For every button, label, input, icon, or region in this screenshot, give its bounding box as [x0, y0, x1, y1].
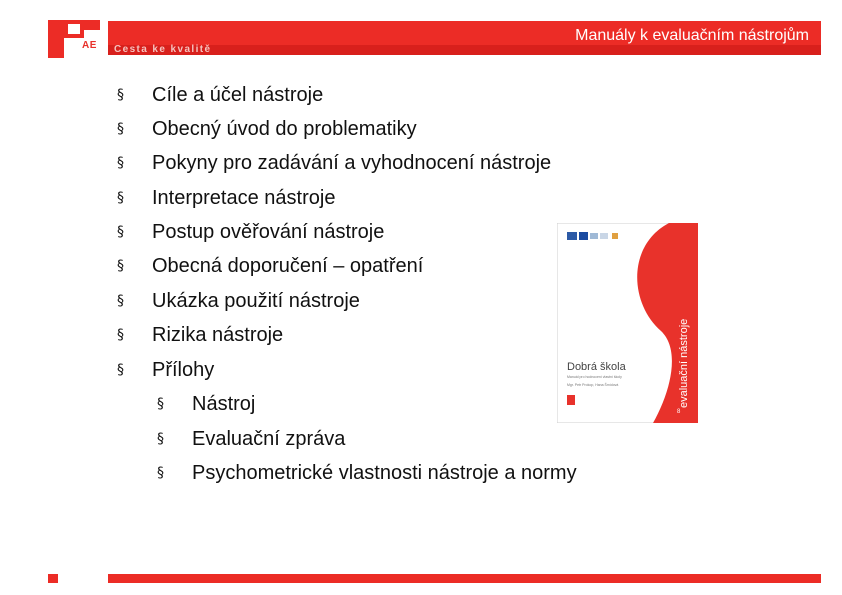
list-item: Přílohy: [152, 359, 215, 381]
book-cover-image: [557, 223, 698, 423]
book-publisher-logo-icon: [567, 395, 575, 405]
list-item: Pokyny pro zadávání a vyhodnocení nástroje: [152, 152, 552, 174]
bullet-marker: §: [117, 362, 124, 378]
list-item: Interpretace nástroje: [152, 187, 336, 209]
list-item: Obecný úvod do problematiky: [152, 118, 417, 140]
list-item: Nástroj: [192, 393, 256, 415]
bullet-marker: §: [117, 155, 124, 171]
bullet-marker: §: [117, 258, 124, 274]
bullet-marker: §: [117, 87, 124, 103]
logo-mark-icon: [48, 20, 100, 58]
list-item: Obecná doporučení – opatření: [152, 255, 424, 277]
bullet-marker: §: [117, 190, 124, 206]
list-item: Cíle a účel nástroje: [152, 84, 324, 106]
header-bar: [108, 21, 821, 55]
list-item: Evaluační zpráva: [192, 428, 346, 450]
book-number: 8: [677, 409, 681, 415]
book-spine-title: evaluační nástroje: [678, 318, 690, 408]
header-bar-lower: [108, 45, 821, 55]
bullet-marker: §: [117, 224, 124, 240]
footer-bar: [108, 574, 821, 583]
bullet-marker: §: [157, 431, 164, 447]
list-item: Postup ověřování nástroje: [152, 221, 385, 243]
list-item: Ukázka použití nástroje: [152, 290, 360, 312]
logo: [48, 20, 100, 58]
bullet-marker: §: [117, 327, 124, 343]
book-authors: Mgr. Petr Prokop, Hana Šmídová: [567, 383, 619, 387]
book-subtitle: Manuál pro hodnocení vlastní školy: [567, 375, 622, 379]
list-item: Rizika nástroje: [152, 324, 284, 346]
bullet-marker: §: [157, 396, 164, 412]
logo-text: AE: [82, 40, 97, 51]
page-title: Manuály k evaluačním nástrojům: [575, 27, 809, 44]
bullet-marker: §: [157, 465, 164, 481]
bullet-marker: §: [117, 121, 124, 137]
book-title: Dobrá škola: [567, 361, 626, 373]
footer-square: [48, 574, 58, 583]
list-item: Psychometrické vlastnosti nástroje a normy: [192, 462, 577, 484]
tagline: Cesta ke kvalitě: [114, 44, 212, 55]
bullet-marker: §: [117, 293, 124, 309]
